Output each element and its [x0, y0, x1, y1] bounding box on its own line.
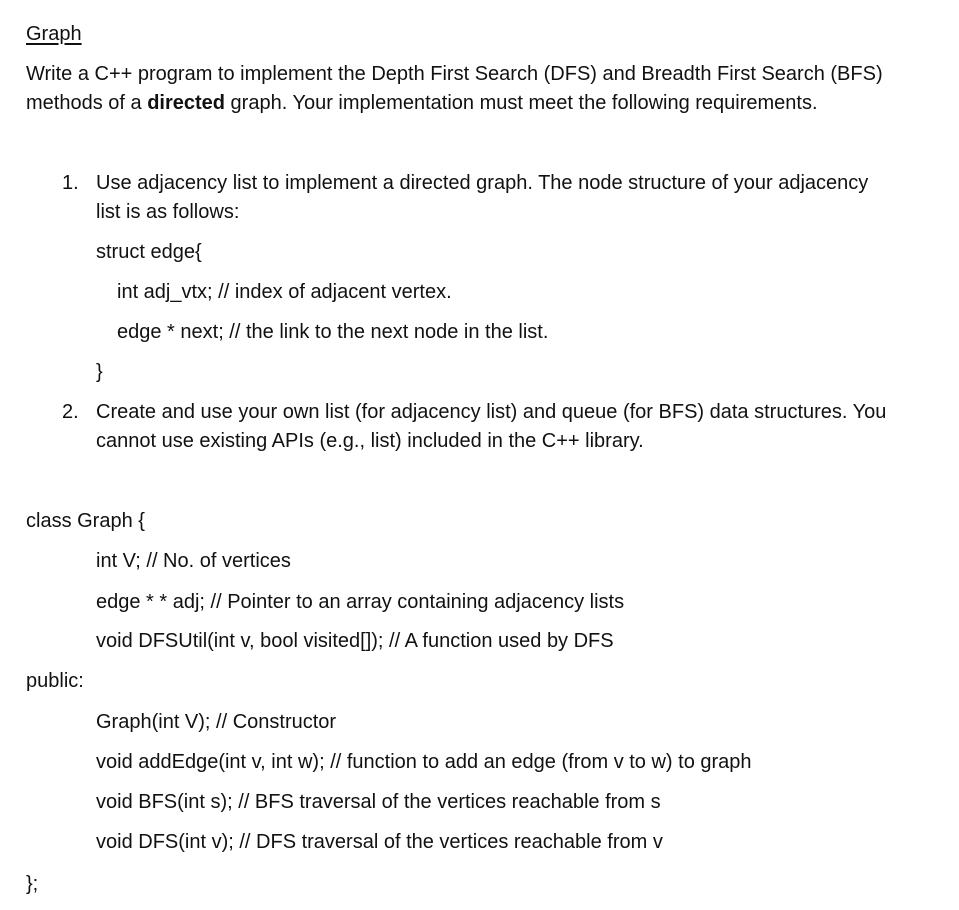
page-title: Graph: [26, 23, 82, 45]
requirement-2-line-1: Create and use your own list (for adjacency list) and queue (for BFS) data structures. You: [96, 401, 887, 423]
struct-edge-field-next: edge * next; // the link to the next node in the list.: [117, 321, 549, 343]
intro-line-2-end: graph. Your implementation must meet the following requirements.: [225, 92, 818, 114]
class-method-bfs: void BFS(int s); // BFS traversal of the vertices reachable from s: [96, 791, 661, 813]
class-graph-close: };: [26, 873, 39, 895]
intro-paragraph: [26, 60, 936, 118]
requirement-1-line-2: list is as follows:: [96, 201, 240, 223]
class-member-vertex-count: int V; // No. of vertices: [96, 550, 291, 572]
struct-edge-close: }: [96, 361, 103, 383]
intro-line-2: [26, 89, 936, 118]
class-method-addedge: void addEdge(int v, int w); // function to add an edge (from v to w) to graph: [96, 751, 752, 773]
intro-line-2-start: methods of a: [26, 92, 148, 114]
struct-edge-open: struct edge{: [96, 241, 202, 263]
requirement-1-number: 1.: [62, 172, 79, 194]
intro-emphasis-directed: directed: [147, 92, 225, 114]
requirement-2-number: 2.: [62, 401, 79, 423]
requirement-1-line-1: Use adjacency list to implement a directed graph. The node structure of your adjacency: [96, 172, 869, 194]
class-method-dfs: void DFS(int v); // DFS traversal of the vertices reachable from v: [96, 831, 663, 853]
class-member-dfsutil: void DFSUtil(int v, bool visited[]); // A function used by DFS: [96, 630, 614, 652]
class-method-constructor: Graph(int V); // Constructor: [96, 711, 337, 733]
struct-edge-field-adj-vtx: int adj_vtx; // index of adjacent vertex.: [117, 281, 452, 303]
intro-line-1: Write a C++ program to implement the Depth First Search (DFS) and Breadth First Search (BFS): [26, 63, 883, 85]
class-member-adjacency: edge * * adj; // Pointer to an array containing adjacency lists: [96, 591, 625, 613]
class-public-label: public:: [26, 670, 84, 692]
class-graph-open: class Graph {: [26, 510, 145, 532]
requirement-2-line-2: cannot use existing APIs (e.g., list) included in the C++ library.: [96, 430, 644, 452]
